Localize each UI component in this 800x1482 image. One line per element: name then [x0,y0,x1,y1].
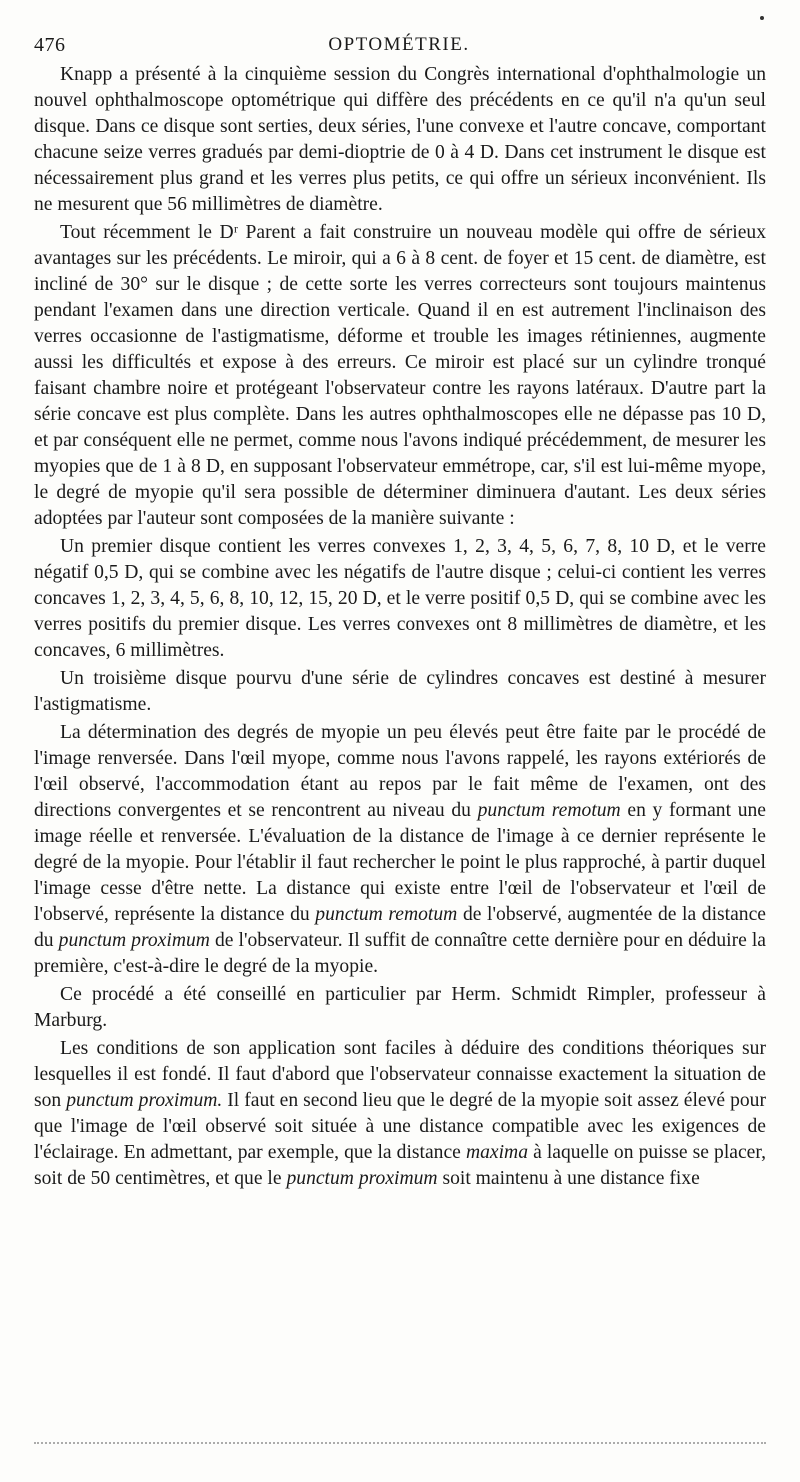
paragraph [34,666,766,718]
paragraph-text: Il faut en second lieu que le degré de la myopie soit assez élevé pour que l'image de l'œil observé soit située à une distance compatible avec les exigences de l'éclairage. En admettant, par exemple, que la distance [34,1090,766,1163]
paragraph-text: Knapp a présenté à la cinquième session du Congrès international d'ophthalmologie un nouvel ophthalmoscope optométrique qui diffère des précédents en ce qu'il n'a qu'un seul disque. Dans ce disque sont serties, deux séries, l'une convexe et l'autre concave, comportant chacune seize verres gradués par demi-dioptrie de 0 à 4 D. Dans cet instrument le disque est nécessairement plus grand et les verres plus petits, ce qui offre un sérieux inconvénient. Ils ne mesurent que 56 millimètres de diamètre. [34,64,766,215]
paragraph [34,534,766,664]
paragraph [34,62,766,218]
ink-speck [760,16,764,20]
italic-term: punctum proximum [286,1168,438,1189]
paragraph-text: soit maintenu à une distance fixe [437,1168,700,1189]
page-header [34,34,764,58]
paragraph [34,982,766,1034]
paragraph [34,1036,766,1192]
italic-term: punctum proximum. [66,1090,223,1111]
footer-dotted-rule [34,1442,766,1444]
paragraph-text: à laquelle on puisse se placer, soit de 50 centimètres, et que le [34,1142,766,1189]
paragraph [34,220,766,532]
body-text [34,62,766,1192]
paragraph [34,720,766,980]
paragraph-text: en y formant une image réelle et renversée. L'évaluation de la distance de l'image à ce dernier représente le degré de la myopie. Pour l'établir il faut rechercher le point le plus rapproché, à partir duquel l'image cesse d'être nette. La distance qui existe entre l'œil de l'observateur et l'œil de l'observé, représente la distance du [34,800,766,925]
italic-term: punctum proximum [58,930,210,951]
paragraph-text: Un premier disque contient les verres convexes 1, 2, 3, 4, 5, 6, 7, 8, 10 D, et le verre négatif 0,5 D, qui se combine avec les négatifs de l'autre disque ; celui-ci contient les verres concaves 1, 2, 3, 4, 5, 6, 8, 10, 12, 15, 20 D, et le verre positif 0,5 D, qui se combine avec les verres positifs du premier disque. Les verres convexes ont 8 millimètres de diamètre, et les concaves, 6 millimètres. [34,536,766,661]
paragraph-text: Ce procédé a été conseillé en particulier par Herm. Schmidt Rimpler, professeur à Marburg. [34,984,766,1031]
paragraph-text: Tout récemment le Dʳ Parent a fait construire un nouveau modèle qui offre de sérieux avantages sur les précédents. Le miroir, qui a 6 à 8 cent. de foyer et 15 cent. de diamètre, est incliné de 30° sur le disque ; de cette sorte les verres correcteurs sont toujours maintenus pendant l'examen dans une direction verticale. Quand il en est autrement l'inclinaison des verres occasionne de l'astigmatisme, déforme et trouble les images rétiniennes, augmente aussi les difficultés et expose à des erreurs. Ce miroir est placé sur un cylindre tronqué faisant chambre noire et protégeant l'observateur contre les rayons latéraux. D'autre part la série concave est plus complète. Dans les autres ophthalmoscopes elle ne dépasse pas 10 D, et par conséquent elle ne permet, comme nous l'avons indiqué précédemment, de mesurer les myopies que de 1 à 8 D, en supposant l'observateur emmétrope, car, s'il est lui-même myope, le degré de myopie qu'il sera possible de déterminer diminuera d'autant. Les deux séries adoptées par l'auteur sont composées de la manière suivante : [34,222,766,529]
italic-term: punctum remotum [315,904,458,925]
italic-term: maxima [465,1142,528,1163]
running-title: OPTOMÉTRIE. [328,34,470,55]
italic-term: punctum remotum [477,800,621,821]
page-number: 476 [34,34,66,56]
paragraph-text: La détermination des degrés de myopie un peu élevés peut être faite par le procédé de l'image renversée. Dans l'œil myope, comme nous l'avons rappelé, les rayons extériorés de l'œil observé, l'accommodation étant au repos par le fait même de l'examen, ont des directions convergentes et se rencontrent au niveau du [34,722,766,821]
paragraph-text: Les conditions de son application sont faciles à déduire des conditions théoriques sur lesquelles il est fondé. Il faut d'abord que l'observateur connaisse exactement la situation de son [34,1038,766,1111]
paragraph-text: Un troisième disque pourvu d'une série de cylindres concaves est destiné à mesurer l'astigmatisme. [34,668,766,715]
paragraph-text: de l'observateur. Il suffit de connaître cette dernière pour en déduire la première, c'est-à-dire le degré de la myopie. [34,930,767,977]
paragraph-text: de l'observé, augmentée de la distance du [34,904,766,951]
